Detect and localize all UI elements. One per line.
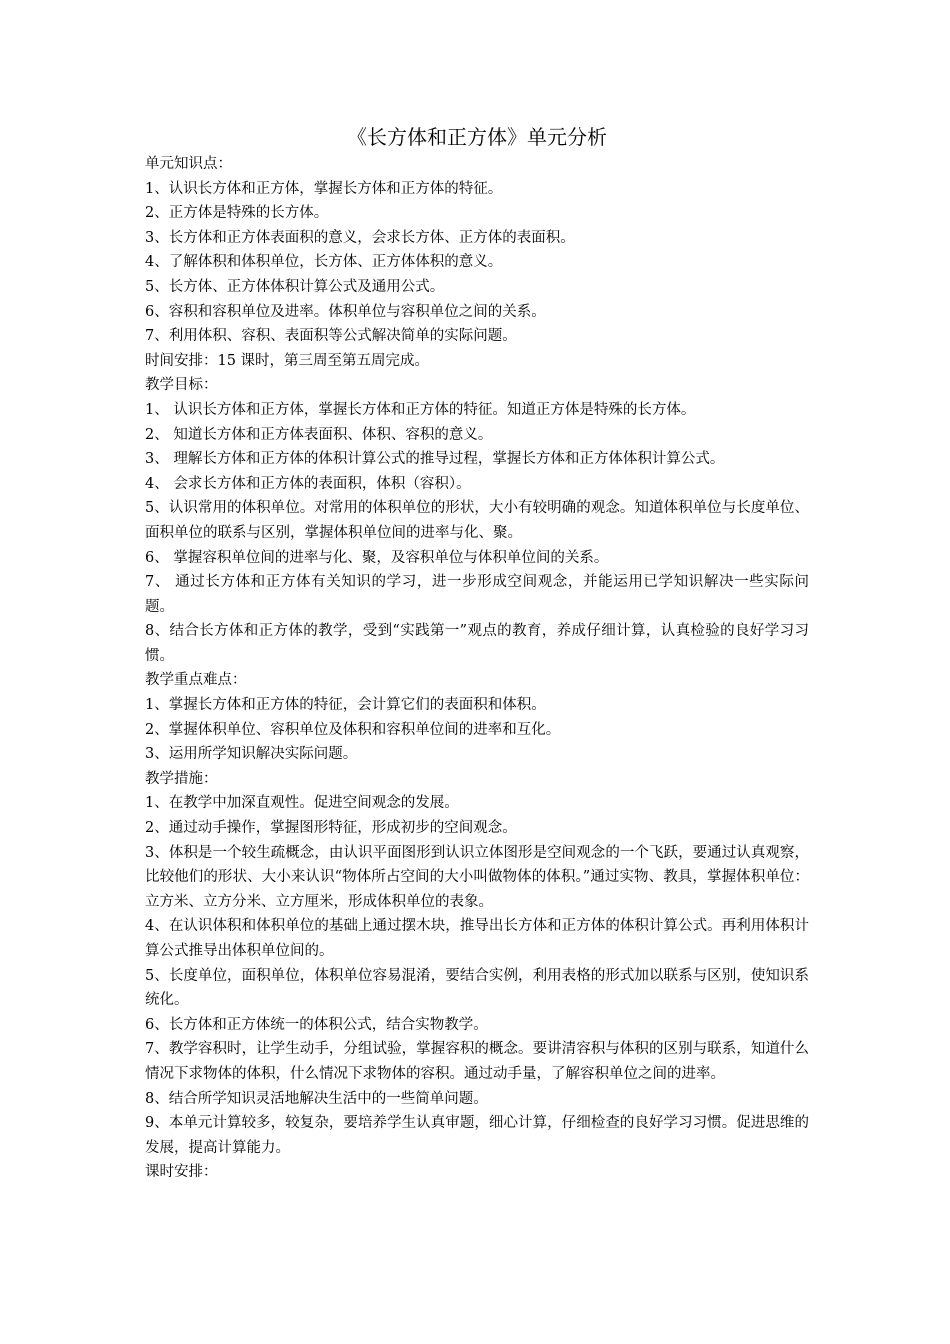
measure-item: 7、教学容积时，让学生动手，分组试验，掌握容积的概念。要讲清容积与体积的区别与联系，知道什么情况下求物体的体积，什么情况下求物体的容积。通过动手量，了解容积单位之间的进率。 (145, 1041, 809, 1082)
document-title: 《长方体和正方体》单元分析 (347, 125, 607, 149)
measure-item: 8、结合所学知识灵活地解决生活中的一些简单问题。 (145, 1090, 488, 1107)
goals-heading: 教学目标： (145, 377, 218, 394)
measure-item: 3、体积是一个较生疏概念，由认识平面图形到认识立体图形是空间观念的一个飞跃，要通过认真观察，比较他们的形状、大小来认识“物体所占空间的大小叫做物体的体积。”通过实物、教具，掌握体积单位：立方米、立方分米、立方厘米，形成体积单位的表象。 (145, 844, 809, 910)
knowledge-heading: 单元知识点： (145, 156, 232, 172)
measures-heading: 教学措施： (145, 770, 218, 787)
measure-item: 6、长方体和正方体统一的体积公式，结合实物教学。 (145, 1016, 488, 1033)
document-page (145, 122, 809, 1185)
knowledge-item: 3、长方体和正方体表面积的意义，会求长方体、正方体的表面积。 (145, 229, 575, 246)
lesson-plan-heading: 课时安排： (145, 1164, 218, 1181)
goal-item: 7、 通过长方体和正方体有关知识的学习，进一步形成空间观念，并能运用已学知识解决一些实际问题。 (145, 574, 809, 615)
goal-item: 2、 知道长方体和正方体表面积、体积、容积的意义。 (145, 426, 493, 443)
goal-item: 5、认识常用的体积单位。对常用的体积单位的形状，大小有较明确的观念。知道体积单位与长度单位、面积单位的联系与区别，掌握体积单位间的进率与化、聚。 (145, 500, 809, 541)
knowledge-item: 1、认识长方体和正方体，掌握长方体和正方体的特征。 (145, 180, 503, 197)
knowledge-item: 5、长方体、正方体体积计算公式及通用公式。 (145, 278, 445, 295)
goal-item: 1、 认识长方体和正方体，掌握长方体和正方体的特征。知道正方体是特殊的长方体。 (145, 401, 696, 418)
key-points-heading: 教学重点难点： (145, 672, 247, 689)
key-point-item: 1、掌握长方体和正方体的特征，会计算它们的表面积和体积。 (145, 697, 546, 714)
goal-item: 3、 理解长方体和正方体的体积计算公式的推导过程，掌握长方体和正方体体积计算公式。 (145, 451, 725, 468)
key-point-item: 3、运用所学知识解决实际问题。 (145, 746, 358, 763)
key-point-item: 2、掌握体积单位、容积单位及体积和容积单位间的进率和互化。 (145, 721, 561, 738)
knowledge-item: 2、正方体是特殊的长方体。 (145, 205, 329, 222)
goal-item: 4、 会求长方体和正方体的表面积，体积（容积）。 (145, 475, 471, 492)
knowledge-item: 4、了解体积和体积单位，长方体、正方体体积的意义。 (145, 254, 503, 271)
knowledge-item: 6、容积和容积单位及进率。体积单位与容积单位之间的关系。 (145, 303, 546, 320)
knowledge-item: 7、利用体积、容积、表面积等公式解决简单的实际问题。 (145, 328, 517, 345)
measure-item: 1、在教学中加深直观性。促进空间观念的发展。 (145, 795, 459, 812)
goal-item: 6、 掌握容积单位间的进率与化、聚，及容积单位与体积单位间的关系。 (145, 549, 609, 566)
measure-item: 5、长度单位，面积单位，体积单位容易混淆，要结合实例，利用表格的形式加以联系与区别，使知识系统化。 (145, 967, 809, 1009)
measure-item: 2、通过动手操作，掌握图形特征，形成初步的空间观念。 (145, 820, 517, 837)
measure-item: 4、在认识体积和体积单位的基础上通过摆木块，推导出长方体和正方体的体积计算公式。再利用体积计算公式推导出体积单位间的。 (145, 918, 809, 959)
measure-item: 9、本单元计算较多，较复杂，要培养学生认真审题，细心计算，仔细检查的良好学习习惯。促进思维的发展，提高计算能力。 (145, 1115, 809, 1156)
goal-item: 8、结合长方体和正方体的教学，受到“实践第一”观点的教育，养成仔细计算，认真检验的良好学习习惯。 (145, 623, 809, 664)
schedule-text: 时间安排：15 课时，第三周至第五周完成。 (145, 352, 430, 369)
